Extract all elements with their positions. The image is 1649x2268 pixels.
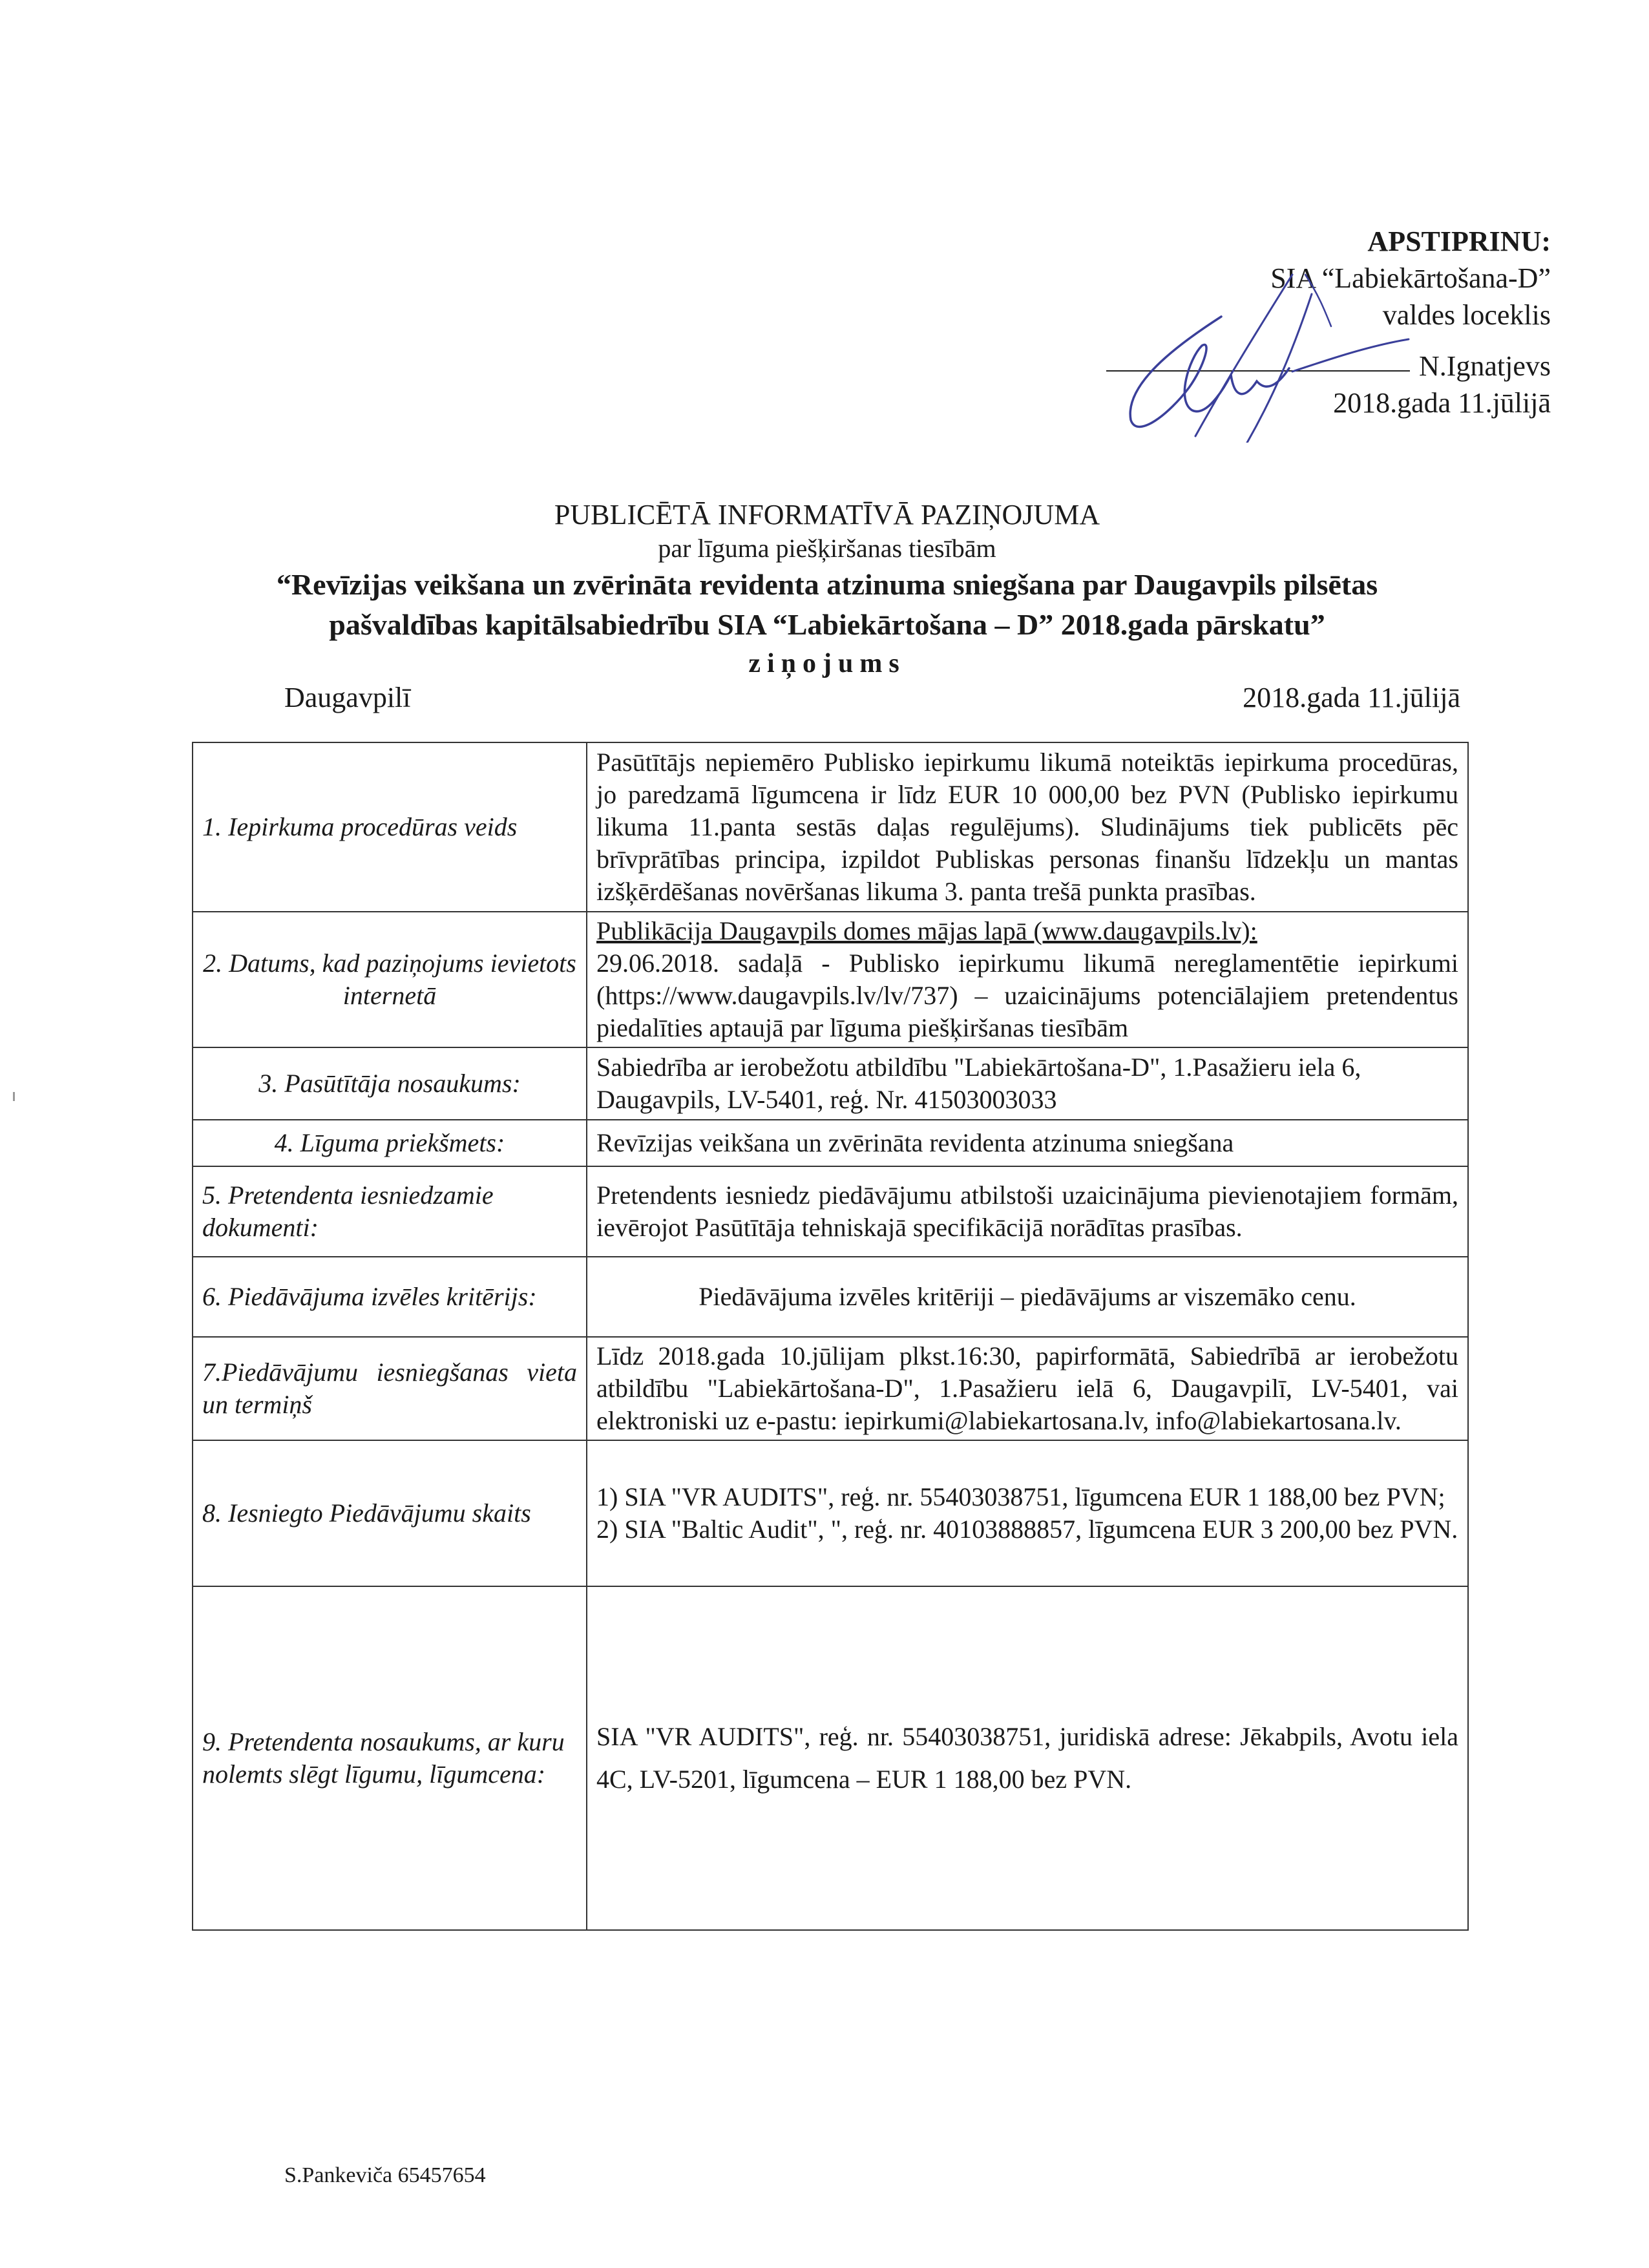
info-table xyxy=(192,742,1469,1931)
title-line-1: PUBLICĒTĀ INFORMATĪVĀ PAZIŅOJUMA xyxy=(554,499,1100,530)
row-value: SIA "VR AUDITS", reģ. nr. 55403038751, juridiskā adrese: Jēkabpils, Avotu iela 4C, LV-5201, līgumcena – EUR 1 188,00 bez PVN. xyxy=(587,1586,1468,1930)
row-label: 2. Datums, kad paziņojums ievietots internetā xyxy=(193,912,587,1047)
row-label: 6. Piedāvājuma izvēles kritērijs: xyxy=(193,1257,587,1337)
document-date: 2018.gada 11.jūlijā xyxy=(1243,682,1460,713)
approval-name: N.Ignatjevs xyxy=(1418,350,1551,382)
table-row xyxy=(193,742,1468,912)
row-value xyxy=(587,912,1468,1047)
row-value: Piedāvājuma izvēles kritēriji – piedāvājums ar viszemāko cenu. xyxy=(587,1257,1468,1337)
scan-edge-mark xyxy=(13,1092,15,1101)
title-line-4: pašvaldības kapitālsabiedrību SIA “Labiekārtošana – D” 2018.gada pārskatu” xyxy=(329,608,1325,641)
approval-head: APSTIPRINU: xyxy=(1367,226,1551,257)
title-line-3: “Revīzijas veikšana un zvērināta revidenta atzinuma sniegšana par Daugavpils pilsētas xyxy=(276,568,1378,601)
publication-details: 29.06.2018. sadaļā - Publisko iepirkumu likumā nereglamentētie iepirkumi (https://www.daugavpils.lv/lv/737) – uzaicinājums potenciālajiem pretendentus piedalīties aptaujā par līguma piešķiršanas tiesībām xyxy=(596,949,1458,1042)
row-label: 7.Piedāvājumu iesniegšanas vieta un termiņš xyxy=(193,1337,587,1440)
table-row xyxy=(193,1586,1468,1930)
row-label: 3. Pasūtītāja nosaukums: xyxy=(193,1047,587,1120)
approval-date: 2018.gada 11.jūlijā xyxy=(1333,387,1551,419)
row-label: 8. Iesniegto Piedāvājumu skaits xyxy=(193,1440,587,1586)
table-row xyxy=(193,1440,1468,1586)
publication-source: Publikācija Daugavpils domes mājas lapā (www.daugavpils.lv): xyxy=(596,916,1257,945)
row-value: Līdz 2018.gada 10.jūlijam plkst.16:30, papirformātā, Sabiedrībā ar ierobežotu atbildību "Labiekārtošana-D", 1.Pasažieru ielā 6, Daugavpilī, LV-5401, vai elektroniski uz e-pastu: iepirkumi@labiekartosana.lv, info@labiekartosana.lv. xyxy=(587,1337,1468,1440)
row-value: Sabiedrība ar ierobežotu atbildību "Labiekārtošana-D", 1.Pasažieru iela 6, Daugavpils, LV-5401, reģ. Nr. 41503003033 xyxy=(587,1047,1468,1120)
row-label: 4. Līguma priekšmets: xyxy=(193,1120,587,1166)
row-value: Pasūtītājs nepiemēro Publisko iepirkumu likumā noteiktās iepirkuma procedūras, jo paredzamā līgumcena ir līdz EUR 10 000,00 bez PVN (Publisko iepirkumu likuma 11.panta sestās daļas regulējums). Sludinājums tiek publicēts pēc brīvprātības principa, izpildot Publiskas personas finanšu līdzekļu un mantas izšķērdēšanas novēršanas likuma 3. panta trešā punkta prasības. xyxy=(587,742,1468,912)
row-value: Pretendents iesniedz piedāvājumu atbilstoši uzaicinājuma pievienotajiem formām, ievērojot Pasūtītāja tehniskajā specifikācijā norādītas prasības. xyxy=(587,1166,1468,1257)
row-label: 1. Iepirkuma procedūras veids xyxy=(193,742,587,912)
table-row xyxy=(193,1257,1468,1337)
handwritten-signature xyxy=(1098,249,1460,443)
title-line-5: ziņojums xyxy=(748,649,906,678)
table-row xyxy=(193,1337,1468,1440)
table-row xyxy=(193,1120,1468,1166)
document-title-block xyxy=(194,498,1460,682)
approval-org: SIA “Labiekārtošana-D” xyxy=(1270,262,1551,294)
table-row xyxy=(193,912,1468,1047)
row-label: 5. Pretendenta iesniedzamie dokumenti: xyxy=(193,1166,587,1257)
row-value xyxy=(587,1440,1468,1586)
row-value: Revīzijas veikšana un zvērināta revidenta atzinuma sniegšana xyxy=(587,1120,1468,1166)
approval-role: valdes loceklis xyxy=(1382,299,1551,331)
offer-2: 2) SIA "Baltic Audit", ", reģ. nr. 40103888857, līgumcena EUR 3 200,00 bez PVN. xyxy=(596,1515,1458,1544)
offer-1: 1) SIA "VR AUDITS", reģ. nr. 55403038751, līgumcena EUR 1 188,00 bez PVN; xyxy=(596,1482,1445,1511)
row-label: 9. Pretendenta nosaukums, ar kuru nolemts slēgt līgumu, līgumcena: xyxy=(193,1586,587,1930)
title-line-2: par līguma piešķiršanas tiesībām xyxy=(658,534,996,563)
footer-contact: S.Pankeviča 65457654 xyxy=(284,2163,486,2187)
table-row xyxy=(193,1047,1468,1120)
table-row xyxy=(193,1166,1468,1257)
place-text: Daugavpilī xyxy=(284,682,411,713)
